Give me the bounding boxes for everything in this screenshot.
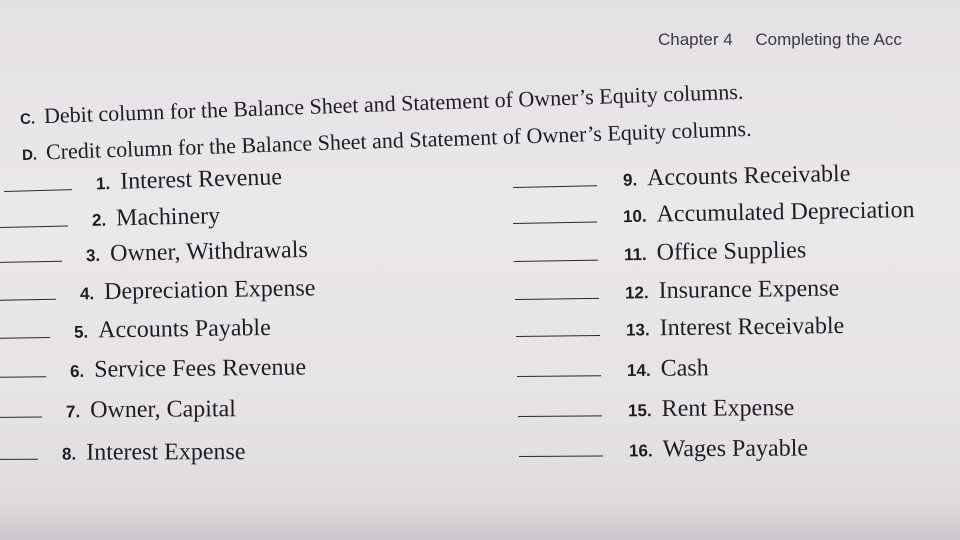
item-number: 2. xyxy=(91,210,107,230)
item-label: Cash xyxy=(660,355,709,382)
list-item xyxy=(0,203,220,235)
option-d-letter: D. xyxy=(21,146,38,164)
item-label: Accounts Receivable xyxy=(646,160,851,192)
item-number: 5. xyxy=(73,322,89,342)
list-item xyxy=(513,161,851,195)
list-item xyxy=(4,164,283,199)
answer-blank[interactable] xyxy=(514,259,598,262)
list-item xyxy=(519,435,808,464)
list-item xyxy=(0,275,316,308)
chapter-title: Completing the Acc xyxy=(755,30,902,49)
item-label: Insurance Expense xyxy=(658,275,840,304)
answer-blank[interactable] xyxy=(515,297,599,300)
list-item xyxy=(0,237,308,270)
option-d-text: Credit column for the Balance Sheet and Statement of Owner’s Equity columns. xyxy=(45,115,752,165)
item-label: Interest Revenue xyxy=(119,164,283,195)
item-label: Interest Expense xyxy=(86,439,246,466)
answer-blank[interactable] xyxy=(0,416,42,418)
answer-blank[interactable] xyxy=(516,334,600,337)
item-label: Owner, Capital xyxy=(90,396,236,424)
answer-blank[interactable] xyxy=(4,188,72,192)
item-number: 7. xyxy=(65,402,81,422)
answer-blank[interactable] xyxy=(518,414,602,417)
answer-blank[interactable] xyxy=(513,184,597,188)
list-item xyxy=(0,355,306,385)
item-label: Depreciation Expense xyxy=(103,275,316,305)
list-item xyxy=(0,439,246,467)
item-label: Accumulated Depreciation xyxy=(656,196,915,228)
item-label: Interest Receivable xyxy=(659,312,845,342)
answer-blank[interactable] xyxy=(0,260,62,263)
item-number: 4. xyxy=(79,284,95,304)
list-item xyxy=(0,396,236,425)
item-number: 10. xyxy=(622,206,647,227)
item-number: 13. xyxy=(625,320,650,340)
answer-blank[interactable] xyxy=(0,336,50,339)
item-number: 15. xyxy=(627,401,652,421)
list-item xyxy=(518,395,794,424)
item-label: Accounts Payable xyxy=(97,314,271,344)
list-item xyxy=(517,355,709,384)
item-label: Service Fees Revenue xyxy=(94,354,307,383)
item-number: 1. xyxy=(95,174,111,194)
answer-blank[interactable] xyxy=(0,224,68,228)
list-item xyxy=(514,237,807,269)
item-number: 11. xyxy=(623,244,647,265)
list-item xyxy=(0,315,271,346)
list-item xyxy=(516,313,845,344)
option-c-text: Debit column for the Balance Sheet and Statement of Owner’s Equity columns. xyxy=(43,78,744,129)
item-number: 3. xyxy=(85,245,101,266)
item-number: 12. xyxy=(624,283,649,303)
item-number: 8. xyxy=(61,444,77,464)
page-bottom-shadow xyxy=(0,500,960,540)
item-label: Rent Expense xyxy=(661,395,795,422)
answer-blank[interactable] xyxy=(0,298,56,301)
answer-blank[interactable] xyxy=(519,455,603,457)
item-label: Owner, Withdrawals xyxy=(109,236,308,267)
item-number: 9. xyxy=(622,170,638,190)
answer-blank[interactable] xyxy=(513,221,597,224)
list-item xyxy=(515,275,840,307)
item-label: Wages Payable xyxy=(662,435,809,463)
item-number: 6. xyxy=(69,361,85,382)
answer-blank[interactable] xyxy=(517,374,601,377)
item-number: 14. xyxy=(626,360,651,381)
item-label: Office Supplies xyxy=(656,237,807,266)
answer-blank[interactable] xyxy=(0,458,38,460)
item-label: Machinery xyxy=(115,203,221,232)
option-c-letter: C. xyxy=(19,110,36,128)
item-number: 16. xyxy=(628,441,653,461)
list-item xyxy=(513,197,915,231)
chapter-label: Chapter 4 xyxy=(658,30,733,49)
running-header xyxy=(658,30,902,50)
answer-blank[interactable] xyxy=(0,375,46,378)
